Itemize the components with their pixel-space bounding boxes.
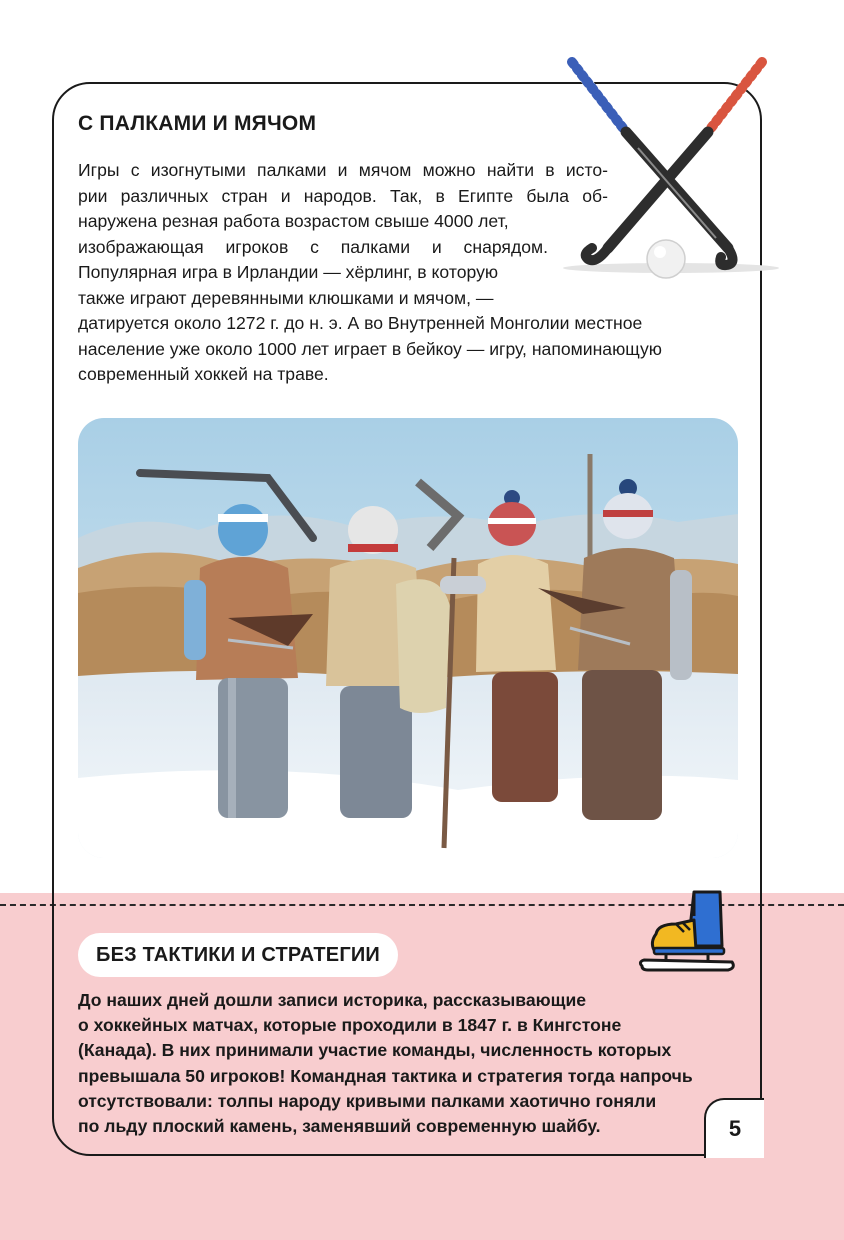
text-line: отсутствовали: толпы народу кривыми палками хаотично гоняли	[78, 1090, 657, 1111]
text-line: о хоккейных матчах, которые проходили в 1847 г. в Кингстоне	[78, 1015, 622, 1036]
ice-skate-icon	[636, 886, 740, 978]
text-line: превышала 50 игроков! Командная тактика и стратегия тогда напрочь	[78, 1065, 693, 1086]
text-line: Популярная игра в Ирландии — хёрлинг, в которую	[78, 262, 499, 282]
text-line: рии различных стран и народов. Так, в Египте была об-	[78, 185, 608, 206]
text-line: также играют деревянными клюшками и мячом, —	[78, 287, 494, 308]
photo-children-with-hockey-sticks	[78, 418, 738, 858]
text-line: датируется около 1272 г. до н. э. А во Внутренней Монголии местное	[78, 313, 643, 333]
text-line: население уже около 1000 лет играет в бейкоу — игру, напоминающую	[78, 338, 662, 359]
text-line: современный хоккей на траве.	[78, 364, 329, 384]
text-line: До наших дней дошли записи историка, рассказывающие	[78, 990, 587, 1010]
text-line: Игры с изогнутыми палками и мячом можно найти в исто-	[78, 160, 608, 180]
section-title-no-tactics: БЕЗ ТАКТИКИ И СТРАТЕГИИ	[96, 943, 381, 966]
text-line: наружена резная работа возрастом свыше 4000 лет,	[78, 211, 509, 231]
section-paragraph-kingston	[78, 988, 748, 1139]
text-line: по льду плоский камень, заменявший современную шайбу.	[78, 1116, 601, 1137]
crossed-field-hockey-sticks-icon	[556, 52, 786, 284]
section-title-sticks-and-ball: С ПАЛКАМИ И МЯЧОМ	[78, 112, 317, 135]
text-line: изображающая игроков с палками и снарядом.	[78, 236, 548, 257]
section-title-pill	[78, 933, 398, 977]
text-line: (Канада). В них принимали участие команды, численность которых	[78, 1040, 672, 1061]
page-number: 5	[704, 1098, 764, 1158]
